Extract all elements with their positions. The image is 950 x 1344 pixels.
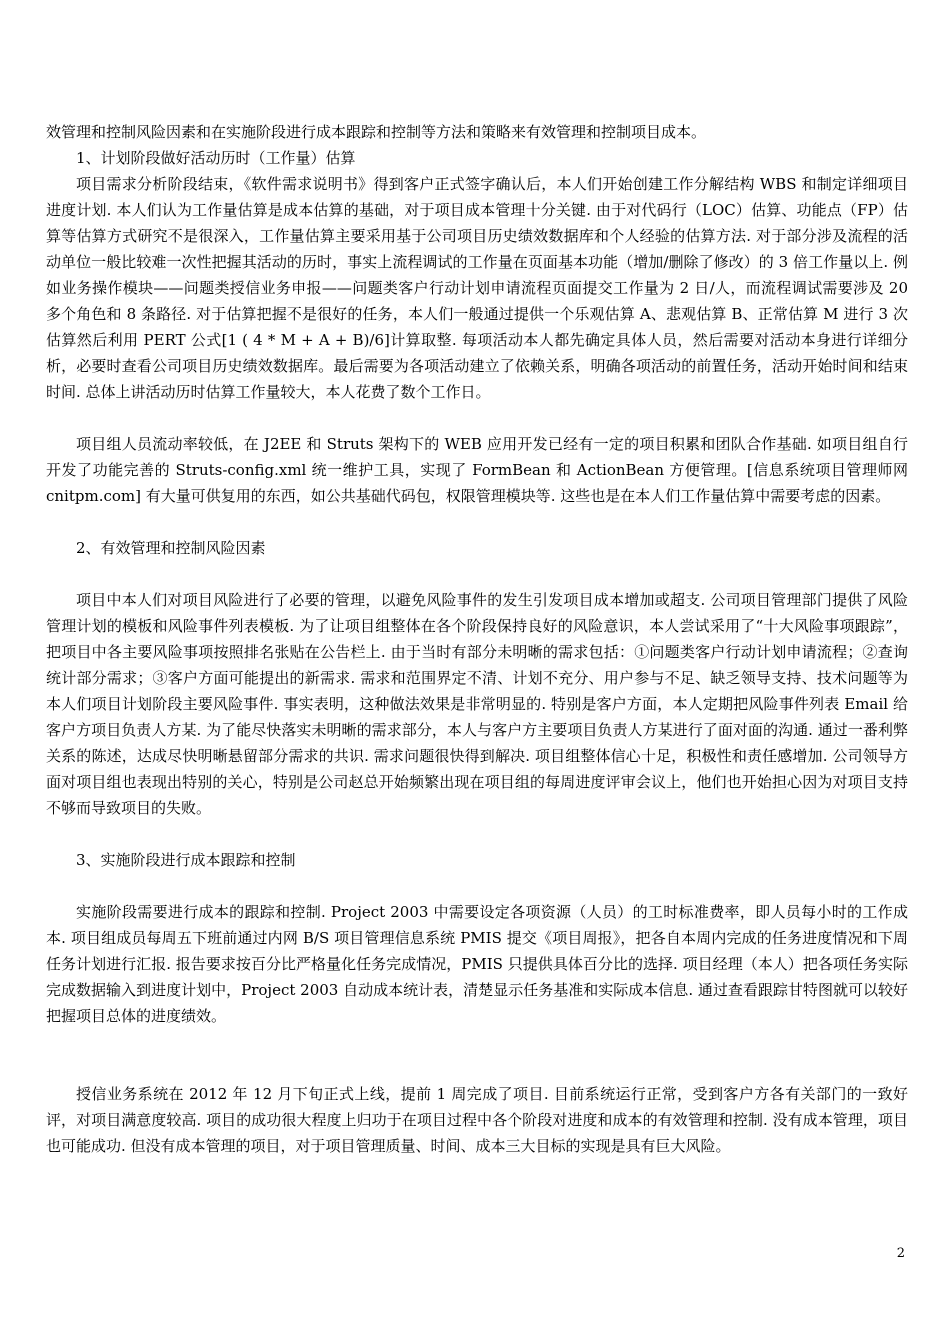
paragraph-conclusion: 授信业务系统在 2012 年 12 月下旬正式上线，提前 1 周完成了项目. 目前系统运行正常，受到客户方各有关部门的一致好评，对项目满意度较高. 项目的成功很大程度上归功于在项目过程中各个阶段对进度和成本的有效管理和控制. 没有成本管理，项目也可能成功. 但没有成本管理的项目，对于项目管理质量、时间、成本三大目标的实现是具有巨大风险。 — [46, 1085, 908, 1155]
paragraph-cost-tracking: 实施阶段需要进行成本的跟踪和控制. Project 2003 中需要设定各项资源（人员）的工时标准费率，即人员每小时的工作成本. 项目组成员每周五下班前通过内网 B/S 项目管理信息系统 PMIS 提交《项目周报》，把各自本周内完成的任务进度情况和下周任务计划进行汇报. 报告要求按百分比严格量化任务完成情况，PMIS 只提供具体百分比的选择. 项目经理（本人）把各项任务实际完成数据输入到进度计划中，Project 2003 自动成本统计表，清楚显示任务基准和实际成本信息. 通过查看跟踪甘特图就可以较好把握项目总体的进度绩效。 — [46, 903, 908, 1025]
section-heading-3: 3、实施阶段进行成本跟踪和控制 — [76, 851, 296, 869]
paragraph-spacer — [46, 873, 908, 899]
paragraph-risk-management: 项目中本人们对项目风险进行了必要的管理，以避免风险事件的发生引发项目成本增加或超支. 公司项目管理部门提供了风险管理计划的模板和风险事件列表模板. 为了让项目组整体在各个阶段保持良好的风险意识，本人尝试采用了“十大风险事项跟踪”，把项目中各主要风险事项按照排名张贴在公告栏上. 由于当时有部分未明晰的需求包括：①问题类客户行动计划申请流程；②查询统计部分需求；③客户方面可能提出的新需求. 需求和范围界定不清、计划不充分、用户参与不足、缺乏领导支持、技术问题等为本人们项目计划阶段主要风险事件. 事实表明，这种做法效果是非常明显的. 特别是客户方面，本人定期把风险事件列表 Email 给客户方项目负责人方某. 为了能尽快落实未明晰的需求部分，本人与客户方主要项目负责人方某进行了面对面的沟通. 通过一番利弊关系的陈述，达成尽快明晰悬留部分需求的共识. 需求问题很快得到解决. 项目组整体信心十足，积极性和责任感增加. 公司领导方面对项目组也表现出特别的关心，特别是公司赵总开始频繁出现在项目组的每周进度评审会议上，他们也开始担心因为对项目支持不够而导致项目的失败。 — [46, 591, 908, 817]
paragraph-spacer — [46, 821, 908, 847]
page-number: 2 — [896, 1246, 905, 1261]
paragraph-team-experience: 项目组人员流动率较低，在 J2EE 和 Struts 架构下的 WEB 应用开发已经有一定的项目积累和团队合作基础. 如项目组自行开发了功能完善的 Struts-config.xml 统一维护工具，实现了 FormBean 和 ActionBean 方便管理。[信息系统项目管理师网 cnitpm.com] 有大量可供复用的东西，如公共基础代码包，权限管理模块等. 这些也是在本人们工作量估算中需要考虑的因素。 — [46, 435, 908, 505]
document-body — [46, 119, 908, 1159]
paragraph-spacer — [46, 509, 908, 535]
paragraph-effort-estimation: 项目需求分析阶段结束，《软件需求说明书》得到客户正式签字确认后，本人们开始创建工作分解结构 WBS 和制定详细项目进度计划. 本人们认为工作量估算是成本估算的基础，对于项目成本管理十分关键. 由于对代码行（LOC）估算、功能点（FP）估算等估算方式研究不是很深入，工作量估算主要采用基于公司项目历史绩效数据库和个人经验的估算方法. 对于部分涉及流程的活动单位一般比较难一次性把握其活动的历时，事实上流程调试的工作量在页面基本功能（增加/删除了修改）的 3 倍工作量以上. 例如业务操作模块——问题类授信业务申报——问题类客户行动计划申请流程页面提交工作量为 2 日/人，而流程调试需要涉及 20 多个角色和 8 条路径. 对于估算把握不是很好的任务，本人们一般通过提供一个乐观估算 A、悲观估算 B、正常估算 M 进行 3 次估算然后利用 PERT 公式[1 ( 4 * M + A + B)/6]计算取整. 每项活动本人都先确定具体人员，然后需要对活动本身进行详细分析，必要时查看公司项目历史绩效数据库。最后需要为各项活动建立了依赖关系，明确各项活动的前置任务，活动开始时间和结束时间. 总体上讲活动历时估算工作量较大，本人花费了数个工作日。 — [46, 175, 908, 401]
section-heading-2: 2、有效管理和控制风险因素 — [76, 539, 266, 557]
paragraph-spacer — [46, 1055, 908, 1081]
paragraph-spacer — [46, 405, 908, 431]
paragraph-intro-continuation: 效管理和控制风险因素和在实施阶段进行成本跟踪和控制等方法和策略来有效管理和控制项目成本。 — [46, 123, 707, 141]
paragraph-spacer — [46, 561, 908, 587]
paragraph-spacer — [46, 1029, 908, 1055]
section-heading-1: 1、计划阶段做好活动历时（工作量）估算 — [76, 149, 356, 167]
